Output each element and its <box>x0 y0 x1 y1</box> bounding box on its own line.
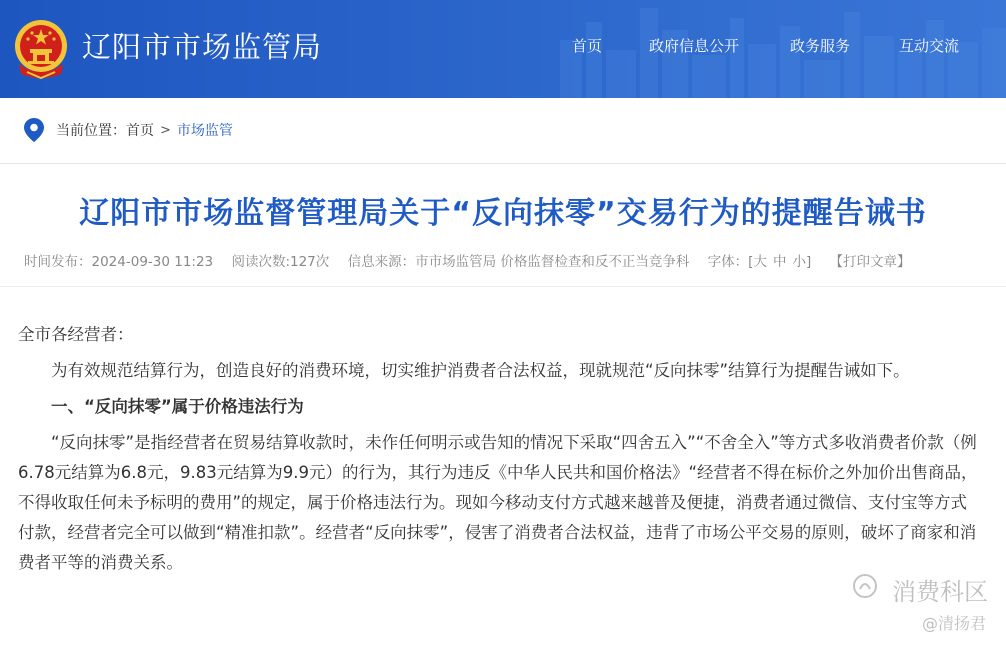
section-heading: 一、“反向抹零”属于价格违法行为 <box>51 397 304 416</box>
breadcrumb-home-link[interactable]: 首页 <box>126 123 154 139</box>
font-size-label: 字体：[ <box>707 254 754 270</box>
watermark-author: @清扬君 <box>921 614 986 633</box>
font-size-controls <box>708 254 812 270</box>
font-medium-button[interactable]: 中 <box>772 254 787 270</box>
font-small-button[interactable]: 小 <box>792 254 806 270</box>
breadcrumb-separator: > <box>160 122 171 138</box>
section-paragraph: “反向抹零”是指经营者在贸易结算收款时，未作任何明示或告知的情况下采取“四舍五入”“不舍全入”等方式多收消费者价款（例6.78元结算为6.8元，9.83元结算为9.9元）的行为，其行为违反《中华人民共和国价格法》“经营者不得在标价之外加价出售商品，不得收取任何未予标明的费用”的规定，属于价格违法行为。现如今移动支付方式越来越普及便捷，消费者通过微信、支付宝等方式付款，经营者完全可以做到“精准扣款”。经营者“反向抹零”，侵害了消费者合法权益，违背了市场公平交易的原则，破坏了商家和消费者平等的消费关系。 <box>18 433 978 572</box>
watermark-brand: 消费科区 <box>892 578 988 606</box>
article-body <box>18 320 983 578</box>
article-title: 辽阳市市场监督管理局关于“反向抹零”交易行为的提醒告诫书 <box>79 196 927 231</box>
print-article-button[interactable]: 【打印文章】 <box>829 254 911 270</box>
nav-item-interaction[interactable]: 互动交流 <box>899 37 960 55</box>
info-source: 信息来源：市市场监管局 价格监督检查和反不正当竞争科 <box>347 254 690 270</box>
view-count: 阅读次数:127次 <box>231 254 330 270</box>
salutation: 全市各经营者： <box>18 325 134 344</box>
publish-time: 时间发布：2024-09-30 11:23 <box>24 254 214 270</box>
main-nav <box>0 35 1006 59</box>
breadcrumb-current-link[interactable]: 市场监管 <box>176 123 233 139</box>
divider <box>0 163 1006 164</box>
nav-item-home[interactable]: 首页 <box>572 37 603 55</box>
nav-item-government-info[interactable]: 政府信息公开 <box>649 37 740 55</box>
watermark-logo-icon <box>852 573 878 599</box>
breadcrumb-prefix: 当前位置： <box>56 123 126 139</box>
site-title[interactable]: 辽阳市市场监管局 <box>82 30 323 64</box>
article-meta <box>24 250 994 270</box>
breadcrumb <box>24 116 233 144</box>
font-large-button[interactable]: 大 <box>753 254 767 270</box>
intro-paragraph: 为有效规范结算行为，创造良好的消费环境，切实维护消费者合法权益，现就规范“反向抹零”结算行为提醒告诫如下。 <box>51 361 910 380</box>
nav-item-services[interactable]: 政务服务 <box>790 37 851 55</box>
font-size-close-bracket: ] <box>805 254 812 270</box>
location-pin-icon <box>24 118 44 142</box>
meta-divider <box>0 286 1006 287</box>
site-header <box>0 0 1006 98</box>
